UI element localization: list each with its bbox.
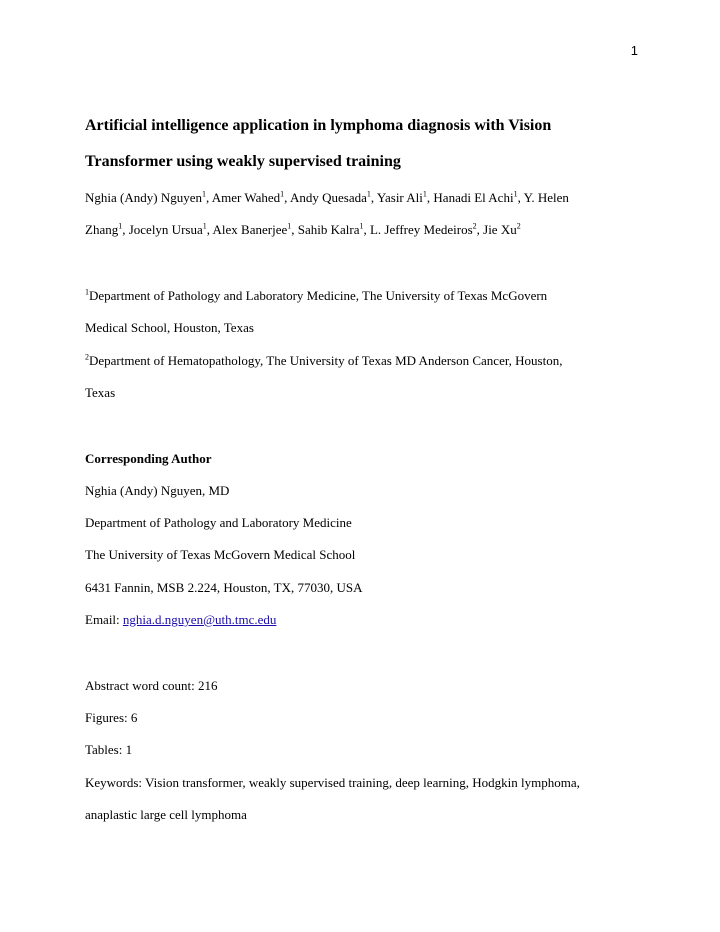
author-name: Y. Helen [523, 190, 569, 205]
author-affiliation-marker: 1 [366, 189, 371, 199]
corresponding-author-heading: Corresponding Author [85, 451, 212, 466]
email-label: Email: [85, 612, 123, 627]
affiliation-1 [85, 288, 547, 304]
corresponding-author-name: Nghia (Andy) Nguyen, MD [85, 483, 230, 498]
author-affiliation-marker: 1 [287, 221, 292, 231]
author-name: Jie Xu [483, 222, 517, 237]
author-name: Yasir Ali [376, 190, 423, 205]
authors-line-2: Zhang$^1$, Jocelyn Ursua$^1$, Alex Banerjee$^1$, Sahib Kalra$^1$, L. Jeffrey Medeiros$^2$, Jie Xu$^2$ [85, 221, 521, 237]
author-affiliation-marker: 1 [280, 189, 285, 199]
affiliation-2 [85, 353, 562, 369]
author-affiliation-marker: 1 [118, 221, 123, 231]
email-link[interactable]: nghia.d.nguyen@uth.tmc.edu [122, 612, 277, 627]
author-name: Andy Quesada [289, 190, 367, 205]
author-affiliation-marker: 1 [201, 189, 206, 199]
paper-title-line-1: Artificial intelligence application in lymphoma diagnosis with Vision [85, 117, 552, 134]
author-name: Hanadi El Achi [433, 190, 514, 205]
author-affiliation-marker: 1 [422, 189, 427, 199]
author-affiliation-marker: 2 [516, 221, 521, 231]
corresponding-author-department: Department of Pathology and Laboratory Medicine [85, 515, 352, 530]
affiliation-2-text: Department of Hematopathology, The University of Texas MD Anderson Cancer, Houston, [89, 353, 563, 368]
author-name: Jocelyn Ursua [128, 222, 203, 237]
keywords-line-1: Keywords: Vision transformer, weakly supervised training, deep learning, Hodgkin lymphoma, [85, 775, 580, 790]
affiliation-2-marker: 2 [85, 352, 89, 362]
authors-line-1: Nghia (Andy) Nguyen$^1$, Amer Wahed$^1$, Andy Quesada$^1$, Yasir Ali$^1$, Hanadi El Achi$^1$, Y. Helen [85, 189, 569, 205]
author-name: Sahib Kalra [297, 222, 360, 237]
page-number: 1 [630, 43, 638, 58]
author-affiliation-marker: 1 [359, 221, 364, 231]
keywords-line-2: anaplastic large cell lymphoma [85, 807, 247, 822]
author-name: Alex Banerjee [212, 222, 288, 237]
author-affiliation-marker: 1 [513, 189, 518, 199]
author-affiliation-marker: 1 [202, 221, 207, 231]
author-name: L. Jeffrey Medeiros [369, 222, 473, 237]
author-name: Zhang [85, 222, 119, 237]
corresponding-author-email-line [85, 612, 276, 628]
figures-count: Figures: 6 [85, 710, 138, 725]
affiliation-2-continued: Texas [85, 385, 116, 400]
affiliation-1-text: Department of Pathology and Laboratory Medicine, The University of Texas McGovern [89, 288, 548, 303]
affiliation-1-marker: 1 [85, 287, 89, 297]
author-affiliation-marker: 2 [472, 221, 477, 231]
corresponding-author-address: 6431 Fannin, MSB 2.224, Houston, TX, 77030, USA [85, 580, 363, 595]
paper-title-line-2: Transformer using weakly supervised training [85, 153, 401, 170]
tables-count: Tables: 1 [85, 742, 133, 757]
author-name: Amer Wahed [211, 190, 281, 205]
abstract-word-count: Abstract word count: 216 [85, 678, 218, 693]
corresponding-author-school: The University of Texas McGovern Medical School [85, 547, 356, 562]
author-name: Nghia (Andy) Nguyen [85, 190, 202, 205]
affiliation-1-continued: Medical School, Houston, Texas [85, 320, 254, 335]
